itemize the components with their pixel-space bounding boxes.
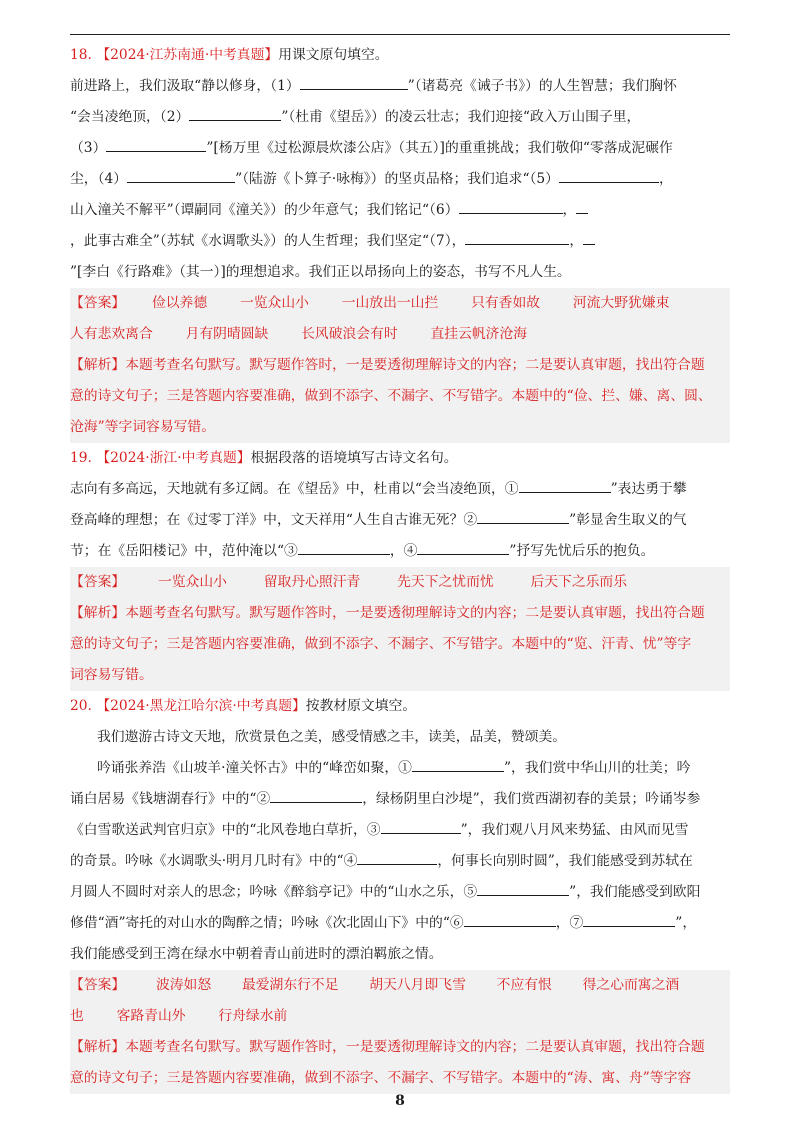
answer-item: 波涛如怒 (155, 977, 212, 993)
document-page (70, 40, 730, 1094)
answer-row (70, 319, 730, 350)
answer-block (70, 567, 730, 691)
question-20 (70, 691, 730, 1094)
text-line: （3） ”[杨万里《过松源晨炊漆公店》（其五）]的重重挑战；我们敬仰“零落成泥碾作 (70, 133, 730, 164)
text-line: 修借“酒”寄托的对山水的陶醉之情；吟咏《次北固山下》中的“⑥ ，⑦ ”， (70, 908, 730, 939)
blank-4 (357, 848, 437, 865)
blank-2 (477, 507, 569, 524)
blank-3 (381, 817, 461, 834)
analysis-label: 【解析】 (70, 357, 126, 373)
analysis-line: 意的诗文句子；三是答题内容要准确，做到不添字、不漏字、不写错字。本题中的“览、汗青、忧”等字 (70, 636, 692, 652)
question-18 (70, 40, 730, 443)
analysis-line: 意的诗文句子；三是答题内容要准确，做到不添字、不漏字、不写错字。本题中的“涛、寓、舟”等字容 (70, 1070, 692, 1086)
blank-3 (298, 538, 390, 555)
question-19 (70, 443, 730, 691)
blank-5 (559, 166, 659, 183)
answer-item: 行舟绿水前 (218, 1008, 288, 1024)
question-19-heading (70, 443, 730, 474)
page-number: 8 (395, 1093, 405, 1109)
blank-6 (464, 910, 556, 927)
analysis-line: 沧海”等字词容易写错。 (70, 419, 216, 435)
analysis-line: 【解析】本题考查名句默写。默写题作答时，一是要透彻理解诗文的内容；二是要认真审题，找出符合题 (70, 1039, 705, 1055)
analysis-line: 词容易写错。 (70, 667, 153, 683)
answer-block (70, 970, 730, 1094)
text-line: 节；在《岳阳楼记》中，范仲淹以“③ ，④ ”抒写先忧后乐的抱负。 (70, 536, 730, 567)
blank-7b (583, 228, 595, 245)
blank-3 (106, 135, 206, 152)
text-line: 登高峰的理想；在《过零丁洋》中，文天祥用“人生自古谁无死？② ”彰显舍生取义的气 (70, 505, 730, 536)
text-line: 月圆人不圆时对亲人的思念；吟咏《醉翁亭记》中的“山水之乐，⑤ ”，我们能感受到欧阳 (70, 877, 730, 908)
answer-item: 胡天八月即飞雪 (369, 977, 466, 993)
blank-2 (270, 786, 362, 803)
text-line: 的奇景。吟咏《水调歌头·明月几时有》中的“④ ，何事长向别时圆”，我们能感受到苏轼在 (70, 846, 730, 877)
question-prompt: 用课文原句填空。 (278, 47, 389, 63)
answer-row (70, 970, 730, 1001)
text-line: 吟诵张养浩《山坡羊·潼关怀古》中的“峰峦如聚，① ”，我们赏中华山川的壮美；吟 (70, 753, 730, 784)
blank-5 (477, 879, 569, 896)
blank-6b (576, 197, 588, 214)
answer-item: 不应有恨 (496, 977, 552, 993)
answer-item: 留取丹心照汗青 (263, 574, 361, 590)
answer-label: 【答案】 (70, 977, 126, 993)
answer-item: 一览众山小 (157, 574, 227, 590)
question-18-heading (70, 40, 730, 71)
blank-4 (417, 538, 509, 555)
text-line: 我们能感受到王湾在绿水中朝着青山前进时的漂泊羁旅之情。 (70, 946, 443, 962)
text-line: 尘，（4） ”（陆游《卜算子·咏梅》）的坚贞品格；我们追求“（5） ， (70, 164, 730, 195)
answer-item: 最爱湖东行不足 (241, 977, 339, 993)
blank-7 (583, 910, 675, 927)
text-line: 我们遨游古诗文天地，欣赏景色之美，感受情感之丰，读美，品美，赞颂美。 (97, 729, 567, 745)
question-source-tag: 【2024·浙江·中考真题】 (96, 450, 251, 466)
header-rule (70, 34, 730, 35)
answer-block (70, 288, 730, 443)
answer-item: 人有悲欢离合 (70, 326, 153, 342)
text-line: 诵白居易《钱塘湖春行》中的“② ，绿杨阴里白沙堤”，我们赏西湖初春的美景；吟诵岑参 (70, 784, 730, 815)
analysis-label: 【解析】 (70, 605, 126, 621)
answer-row (70, 288, 730, 319)
blank-7a (465, 228, 569, 245)
blank-1 (519, 476, 611, 493)
analysis-label: 【解析】 (70, 1039, 126, 1055)
blank-1 (412, 755, 504, 772)
answer-label: 【答案】 (70, 295, 126, 311)
answer-item: 河流大野犹嫌束 (572, 295, 670, 311)
question-prompt: 根据段落的语境填写古诗文名句。 (250, 450, 458, 466)
answer-item: 也 (70, 1008, 84, 1024)
answer-item: 俭以养德 (151, 295, 208, 311)
question-source-tag: 【2024·黑龙江哈尔滨·中考真题】 (96, 698, 306, 714)
blank-1 (300, 73, 408, 90)
text-line: 《白雪歌送武判官归京》中的“北风卷地白草折，③ ”，我们观八月风来势猛、由风而见雪 (70, 815, 730, 846)
answer-item: 月有阴晴圆缺 (185, 326, 269, 342)
question-number: 20. (70, 698, 92, 714)
answer-item: 只有香如故 (471, 295, 541, 311)
analysis-line: 【解析】本题考查名句默写。默写题作答时，一是要透彻理解诗文的内容；二是要认真审题，找出符合题 (70, 357, 705, 373)
blank-2 (189, 104, 281, 121)
answer-item: 一山放出一山拦 (341, 295, 439, 311)
question-number: 18. (70, 47, 92, 63)
answer-item: 先天下之忧而忧 (397, 574, 494, 590)
blank-6a (459, 197, 563, 214)
text-line: ”[李白《行路难》（其一）]的理想追求。我们正以昂扬向上的姿态，书写不凡人生。 (70, 264, 571, 280)
question-20-heading (70, 691, 730, 722)
answer-item: 一览众山小 (239, 295, 309, 311)
answer-label: 【答案】 (70, 574, 126, 590)
question-number: 19. (70, 450, 92, 466)
answer-item: 后天下之乐而乐 (530, 574, 628, 590)
answer-item: 直挂云帆济沧海 (430, 326, 528, 342)
text-line: ，此事古难全”（苏轼《水调歌头》）的人生哲理；我们坚定“（7）， ， (70, 226, 730, 257)
text-line: 前进路上，我们汲取“静以修身，（1） ”（诸葛亮《诫子书》）的人生智慧；我们胸怀 (70, 71, 730, 102)
question-prompt: 按教材原文填空。 (305, 698, 417, 714)
blank-4 (127, 166, 235, 183)
text-line: 山入潼关不解平”（谭嗣同《潼关》）的少年意气；我们铭记“（6） ， (70, 195, 730, 226)
answer-row (70, 567, 730, 598)
answer-item: 长风破浪会有时 (301, 326, 398, 342)
analysis-line: 【解析】本题考查名句默写。默写题作答时，一是要透彻理解诗文的内容；二是要认真审题，找出符合题 (70, 605, 705, 621)
answer-row (70, 1001, 730, 1032)
question-source-tag: 【2024·江苏南通·中考真题】 (96, 47, 279, 63)
answer-item: 客路青山外 (116, 1008, 186, 1024)
text-line: 志向有多高远，天地就有多辽阔。在《望岳》中，杜甫以“会当凌绝顶，① ”表达勇于攀 (70, 474, 730, 505)
analysis-line: 意的诗文句子；三是答题内容要准确，做到不添字、不漏字、不写错字。本题中的“俭、拦、嫌、离、圆、 (70, 388, 712, 404)
text-line: “会当凌绝顶，（2） ”（杜甫《望岳》）的凌云壮志；我们迎接“政入万山围子里， (70, 102, 730, 133)
answer-item: 得之心而寓之酒 (582, 977, 680, 993)
